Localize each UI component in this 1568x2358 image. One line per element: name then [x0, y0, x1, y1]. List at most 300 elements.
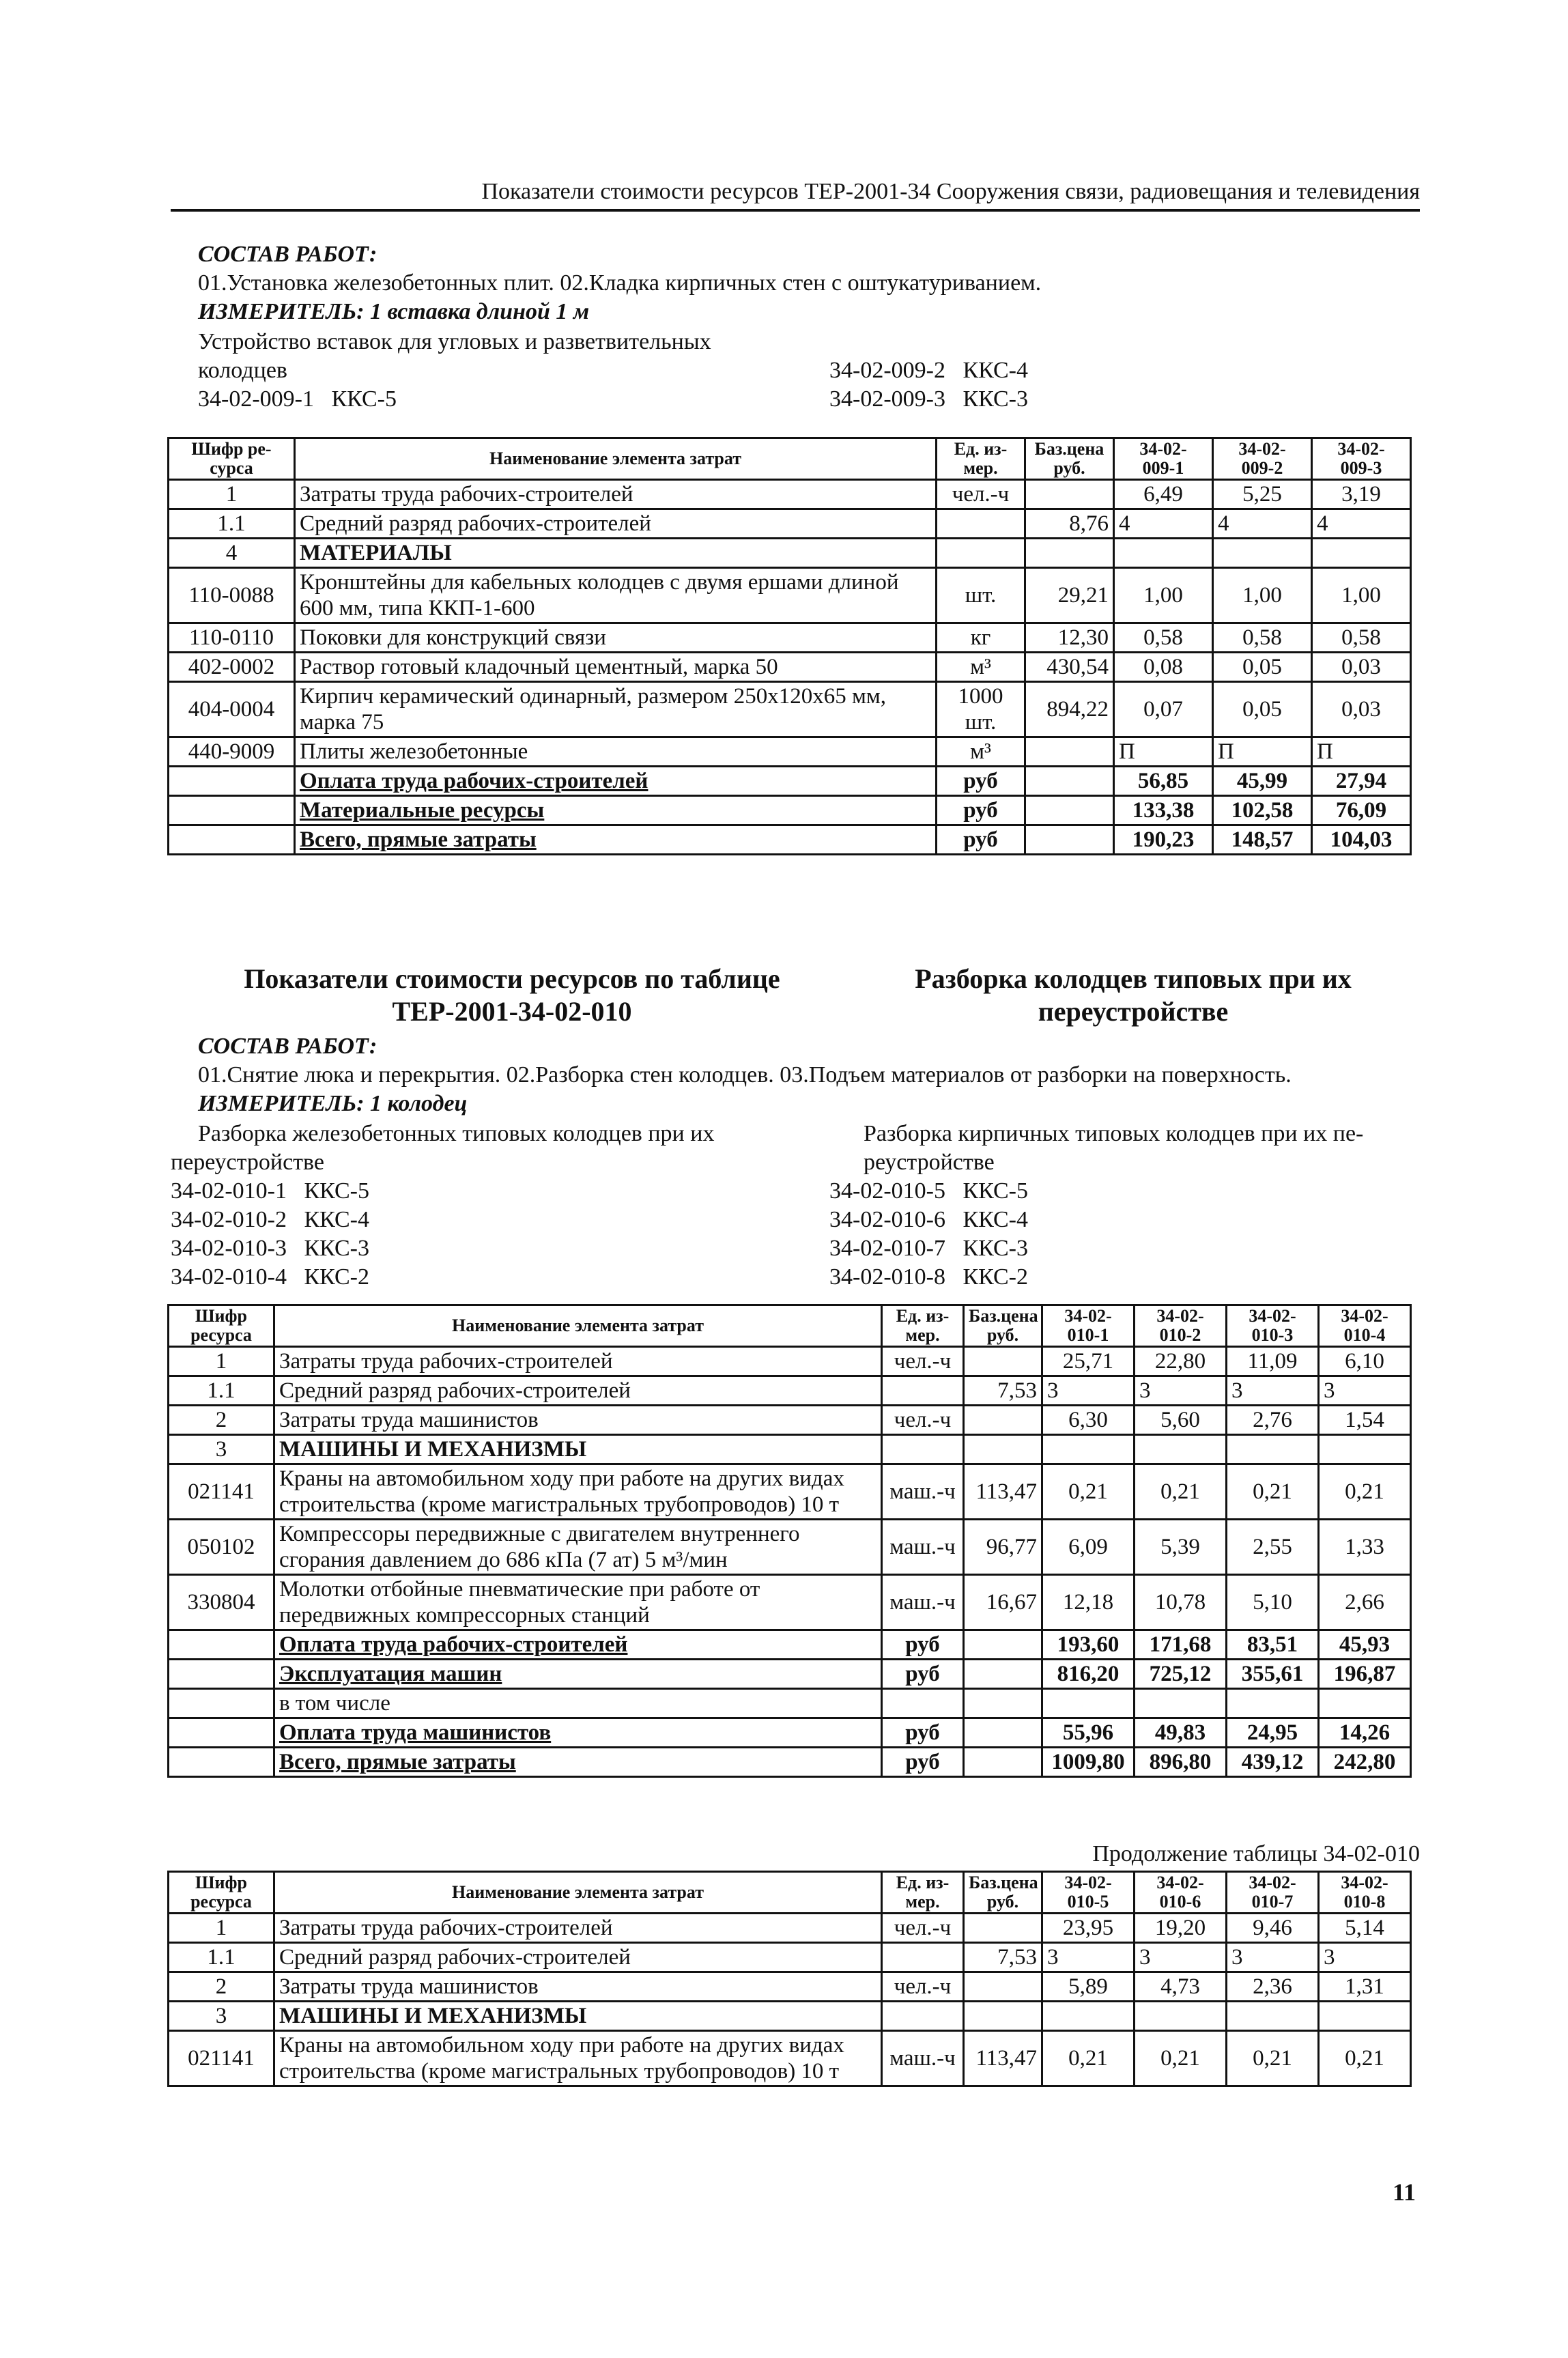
code-line: 34-02-010-7 ККС-3 [829, 1236, 1028, 1261]
cell-value-3: 439,12 [1227, 1748, 1319, 1777]
header-col3: 34-02- 010-3 [1227, 1305, 1319, 1347]
cell-name: Раствор готовый кладочный цементный, марка 50 [295, 653, 937, 682]
code-009-3: 34-02-009-3 ККС-3 [829, 386, 1028, 412]
heading-left-line2: ТЕР-2001-34-02-010 [392, 996, 632, 1027]
table-row [169, 2031, 1411, 2086]
cell-value-2: 3 [1135, 1943, 1227, 1972]
header-price: Баз.цена руб. [964, 1872, 1042, 1914]
cell-price [964, 1347, 1042, 1376]
cell-value-1: 55,96 [1042, 1718, 1135, 1748]
cell-value-2: 0,21 [1135, 2031, 1227, 2086]
composition-text-2: 01.Снятие люка и перекрытия. 02.Разборка стен колодцев. 03.Подъем материалов от разборки на поверхность. [198, 1062, 1292, 1088]
cell-value-3: 0,58 [1312, 623, 1411, 653]
cell-name: Молотки отбойные пневматические при работе от передвижных компрессорных станций [274, 1575, 882, 1630]
cell-value-1: 6,30 [1042, 1406, 1135, 1435]
cell-value-2: 896,80 [1135, 1748, 1227, 1777]
cell-code: 3 [169, 1435, 274, 1464]
header-col2: 34-02- 010-2 [1135, 1305, 1227, 1347]
table-row [169, 1689, 1411, 1718]
cell-code: 110-0110 [169, 623, 295, 653]
cell-value-3: 83,51 [1227, 1630, 1319, 1660]
meter-label-2: ИЗМЕРИТЕЛЬ: 1 колодец [198, 1091, 468, 1116]
section2-heading-left [205, 963, 819, 1028]
cell-value-1: 5,89 [1042, 1972, 1135, 2002]
code-009-1: 34-02-009-1 ККС-5 [198, 386, 397, 412]
table-row [169, 1520, 1411, 1575]
cell-code: 402-0002 [169, 653, 295, 682]
cell-value-4: 3 [1319, 1943, 1411, 1972]
cell-price: 12,30 [1025, 623, 1114, 653]
cell-value-2: 10,78 [1135, 1575, 1227, 1630]
cell-value-3: 2,36 [1227, 1972, 1319, 2002]
cell-name: Эксплуатация машин [274, 1660, 882, 1689]
cell-value-2: 0,58 [1213, 623, 1312, 653]
left-codes [171, 1177, 785, 1292]
cell-value-3 [1227, 2002, 1319, 2031]
cell-code: 2 [169, 1406, 274, 1435]
cell-value-1: 0,21 [1042, 1464, 1135, 1520]
section1-description [198, 328, 812, 414]
cell-value-4 [1319, 2002, 1411, 2031]
resource-table-009 [167, 437, 1412, 855]
cell-value-2: 3 [1135, 1376, 1227, 1406]
cell-unit: руб [882, 1718, 964, 1748]
cell-unit: 1000 шт. [937, 682, 1025, 737]
cell-value-1: 6,49 [1114, 480, 1213, 509]
cell-unit: маш.-ч [882, 2031, 964, 2086]
cell-value-3: П [1312, 737, 1411, 767]
header-unit: Ед. из- мер. [937, 438, 1025, 480]
resource-table-010-b [167, 1871, 1412, 2087]
cell-value-2: 45,99 [1213, 767, 1312, 796]
header-col4: 34-02- 010-8 [1319, 1872, 1411, 1914]
cell-unit: чел.-ч [882, 1972, 964, 2002]
code-009-2: 34-02-009-2 ККС-4 [829, 358, 1028, 383]
table-row [169, 509, 1411, 539]
table-row [169, 682, 1411, 737]
cell-unit: руб [937, 796, 1025, 825]
section1-codes-right [829, 356, 1239, 414]
cell-unit [882, 1943, 964, 1972]
cell-value-1: 12,18 [1042, 1575, 1135, 1630]
cell-name: Кронштейны для кабельных колодцев с двумя ершами длиной 600 мм, типа ККП-1-600 [295, 568, 937, 623]
section1-intro [198, 240, 1427, 326]
cell-value-2 [1213, 539, 1312, 568]
header-name: Наименование элемента затрат [274, 1305, 882, 1347]
table-row [169, 1660, 1411, 1689]
cell-price: 894,22 [1025, 682, 1114, 737]
composition-text: 01.Установка железобетонных плит. 02.Кладка кирпичных стен с оштукатуриванием. [198, 270, 1042, 296]
cell-name: Средний разряд рабочих-строителей [295, 509, 937, 539]
table-row [169, 1406, 1411, 1435]
cell-unit: м³ [937, 737, 1025, 767]
cell-value-4 [1319, 1689, 1411, 1718]
cell-unit [882, 2002, 964, 2031]
table-row [169, 1347, 1411, 1376]
cell-code: 2 [169, 1972, 274, 2002]
cell-code [169, 1660, 274, 1689]
table-row [169, 1943, 1411, 1972]
cell-value-2: 5,60 [1135, 1406, 1227, 1435]
cell-unit [882, 1435, 964, 1464]
cell-value-3: 3 [1227, 1376, 1319, 1406]
cell-code: 440-9009 [169, 737, 295, 767]
cell-value-2: 49,83 [1135, 1718, 1227, 1748]
table-row [169, 1718, 1411, 1748]
cell-value-2: 4 [1213, 509, 1312, 539]
header-code: Шифр ресурса [169, 1872, 274, 1914]
cell-value-1: 4 [1114, 509, 1213, 539]
cell-code: 021141 [169, 2031, 274, 2086]
cell-value-4: 1,31 [1319, 1972, 1411, 2002]
left-desc-2: переустройстве [171, 1150, 324, 1175]
cell-value-3: 0,21 [1227, 1464, 1319, 1520]
cell-value-4: 2,66 [1319, 1575, 1411, 1630]
cell-value-3: 104,03 [1312, 825, 1411, 855]
cell-price [964, 1406, 1042, 1435]
table-row [169, 1748, 1411, 1777]
cell-price [964, 1689, 1042, 1718]
cell-value-1: 3 [1042, 1943, 1135, 1972]
cell-value-3: 3 [1227, 1943, 1319, 1972]
cell-value-1: 3 [1042, 1376, 1135, 1406]
cell-value-4: 1,33 [1319, 1520, 1411, 1575]
cell-unit: руб [882, 1630, 964, 1660]
cell-value-3: 11,09 [1227, 1347, 1319, 1376]
cell-value-1: 56,85 [1114, 767, 1213, 796]
cell-name: МАШИНЫ И МЕХАНИЗМЫ [274, 1435, 882, 1464]
cell-value-1: 6,09 [1042, 1520, 1135, 1575]
cell-code [169, 767, 295, 796]
table-row [169, 825, 1411, 855]
cell-name: Краны на автомобильном ходу при работе на других видах строительства (кроме магистральных трубопроводов) 10 т [274, 1464, 882, 1520]
heading-right-line2: переустройстве [1038, 996, 1229, 1027]
cell-value-2 [1135, 1435, 1227, 1464]
cell-price [964, 2002, 1042, 2031]
cell-value-3: 355,61 [1227, 1660, 1319, 1689]
table-row [169, 480, 1411, 509]
cell-unit: чел.-ч [937, 480, 1025, 509]
cell-price: 16,67 [964, 1575, 1042, 1630]
cell-code: 1.1 [169, 509, 295, 539]
cell-value-2: 102,58 [1213, 796, 1312, 825]
table-row [169, 2002, 1411, 2031]
cell-code [169, 1748, 274, 1777]
cell-value-4: 196,87 [1319, 1660, 1411, 1689]
cell-value-4: 242,80 [1319, 1748, 1411, 1777]
cell-name: Кирпич керамический одинарный, размером 250х120х65 мм, марка 75 [295, 682, 937, 737]
header-unit: Ед. из- мер. [882, 1872, 964, 1914]
cell-value-3: 2,76 [1227, 1406, 1319, 1435]
cell-value-4: 5,14 [1319, 1914, 1411, 1943]
cell-value-1: 23,95 [1042, 1914, 1135, 1943]
cell-value-1: П [1114, 737, 1213, 767]
cell-name: Затраты труда рабочих-строителей [274, 1347, 882, 1376]
table-row [169, 539, 1411, 568]
cell-value-3: 0,21 [1227, 2031, 1319, 2086]
cell-unit: маш.-ч [882, 1520, 964, 1575]
table-row [169, 796, 1411, 825]
cell-name: в том числе [274, 1689, 882, 1718]
cell-code: 330804 [169, 1575, 274, 1630]
right-desc-2: реустройстве [864, 1150, 995, 1175]
continuation-label: Продолжение таблицы 34-02-010 [1092, 1841, 1420, 1866]
cell-name: Затраты труда рабочих-строителей [295, 480, 937, 509]
header-col4: 34-02- 010-4 [1319, 1305, 1411, 1347]
cell-value-2: 725,12 [1135, 1660, 1227, 1689]
section2-left-desc [171, 1120, 785, 1292]
cell-code: 1 [169, 1347, 274, 1376]
cell-value-3 [1227, 1435, 1319, 1464]
cell-value-3: 1,00 [1312, 568, 1411, 623]
cell-code: 050102 [169, 1520, 274, 1575]
header-col1: 34-02- 010-1 [1042, 1305, 1135, 1347]
header-name: Наименование элемента затрат [274, 1872, 882, 1914]
table-row [169, 1435, 1411, 1464]
cell-price: 430,54 [1025, 653, 1114, 682]
cell-unit: чел.-ч [882, 1347, 964, 1376]
cell-value-1: 0,07 [1114, 682, 1213, 737]
cell-value-1: 0,58 [1114, 623, 1213, 653]
desc-line1: Устройство вставок для угловых и разветвительных [198, 329, 711, 354]
cell-code: 404-0004 [169, 682, 295, 737]
cell-price [964, 1748, 1042, 1777]
cell-value-1: 1,00 [1114, 568, 1213, 623]
cell-name: Оплата труда рабочих-строителей [295, 767, 937, 796]
cell-value-1: 25,71 [1042, 1347, 1135, 1376]
header-unit: Ед. из- мер. [882, 1305, 964, 1347]
cell-value-4: 0,21 [1319, 2031, 1411, 2086]
cell-value-2 [1135, 1689, 1227, 1718]
section2-heading-right [860, 963, 1406, 1028]
cell-name: Затраты труда машинистов [274, 1406, 882, 1435]
page-header: Показатели стоимости ресурсов ТЕР-2001-34 Сооружения связи, радиовещания и телевидения [171, 179, 1420, 212]
code-line: 34-02-010-2 ККС-4 [171, 1207, 369, 1232]
cell-price [964, 1630, 1042, 1660]
meter-label: ИЗМЕРИТЕЛЬ: 1 вставка длиной 1 м [198, 299, 590, 324]
header-price: Баз.цена руб. [964, 1305, 1042, 1347]
cell-value-2: 22,80 [1135, 1347, 1227, 1376]
cell-code [169, 1718, 274, 1748]
cell-name: МАТЕРИАЛЫ [295, 539, 937, 568]
cell-name: Оплата труда рабочих-строителей [274, 1630, 882, 1660]
cell-price [964, 1972, 1042, 2002]
cell-price: 7,53 [964, 1376, 1042, 1406]
table-header-row [169, 1872, 1411, 1914]
cell-name: Средний разряд рабочих-строителей [274, 1376, 882, 1406]
cell-value-4: 45,93 [1319, 1630, 1411, 1660]
cell-unit: м³ [937, 653, 1025, 682]
cell-value-4 [1319, 1435, 1411, 1464]
cell-name: Компрессоры передвижные с двигателем внутреннего сгорания давлением до 686 кПа (7 ат) 5 м³/мин [274, 1520, 882, 1575]
cell-code: 021141 [169, 1464, 274, 1520]
cell-price: 8,76 [1025, 509, 1114, 539]
code-line: 34-02-010-5 ККС-5 [829, 1178, 1028, 1204]
cell-value-1: 0,08 [1114, 653, 1213, 682]
cell-value-3: 4 [1312, 509, 1411, 539]
cell-code [169, 1689, 274, 1718]
code-line: 34-02-010-3 ККС-3 [171, 1236, 369, 1261]
cell-price: 113,47 [964, 1464, 1042, 1520]
cell-value-3: 9,46 [1227, 1914, 1319, 1943]
cell-price [964, 1660, 1042, 1689]
header-col3: 34-02- 010-7 [1227, 1872, 1319, 1914]
table-row [169, 623, 1411, 653]
cell-code: 1.1 [169, 1943, 274, 1972]
header-col2: 34-02- 009-2 [1213, 438, 1312, 480]
cell-value-2: 0,05 [1213, 653, 1312, 682]
header-col1: 34-02- 009-1 [1114, 438, 1213, 480]
cell-value-2: 0,21 [1135, 1464, 1227, 1520]
cell-code: 110-0088 [169, 568, 295, 623]
cell-value-2: 171,68 [1135, 1630, 1227, 1660]
code-line: 34-02-010-8 ККС-2 [829, 1264, 1028, 1290]
cell-name: Всего, прямые затраты [274, 1748, 882, 1777]
cell-value-3: 0,03 [1312, 653, 1411, 682]
cell-unit [937, 539, 1025, 568]
cell-name: Затраты труда машинистов [274, 1972, 882, 2002]
cell-value-3 [1227, 1689, 1319, 1718]
heading-left-line1: Показатели стоимости ресурсов по таблице [244, 963, 780, 994]
left-desc-1: Разборка железобетонных типовых колодцев при их [198, 1121, 715, 1146]
cell-value-1: 133,38 [1114, 796, 1213, 825]
cell-value-1: 1009,80 [1042, 1748, 1135, 1777]
table-row [169, 737, 1411, 767]
heading-right-line1: Разборка колодцев типовых при их [915, 963, 1352, 994]
cell-value-1 [1042, 1689, 1135, 1718]
cell-price [1025, 825, 1114, 855]
code-line: 34-02-010-1 ККС-5 [171, 1178, 369, 1204]
table-row [169, 568, 1411, 623]
header-code: Шифр ре- сурса [169, 438, 295, 480]
cell-price [964, 1914, 1042, 1943]
header-col3: 34-02- 009-3 [1312, 438, 1411, 480]
cell-value-1: 193,60 [1042, 1630, 1135, 1660]
table-row [169, 1914, 1411, 1943]
cell-unit: маш.-ч [882, 1464, 964, 1520]
header-name: Наименование элемента затрат [295, 438, 937, 480]
cell-value-2: 4,73 [1135, 1972, 1227, 2002]
cell-price: 113,47 [964, 2031, 1042, 2086]
cell-value-3: 2,55 [1227, 1520, 1319, 1575]
table-header-row [169, 438, 1411, 480]
cell-code: 1 [169, 480, 295, 509]
cell-price [964, 1718, 1042, 1748]
cell-value-3: 27,94 [1312, 767, 1411, 796]
cell-value-1: 816,20 [1042, 1660, 1135, 1689]
cell-unit: руб [882, 1660, 964, 1689]
header-price: Баз.цена руб. [1025, 438, 1114, 480]
cell-value-4: 14,26 [1319, 1718, 1411, 1748]
cell-price [1025, 480, 1114, 509]
cell-unit: чел.-ч [882, 1406, 964, 1435]
cell-price [964, 1435, 1042, 1464]
cell-value-4: 6,10 [1319, 1347, 1411, 1376]
cell-unit [937, 509, 1025, 539]
cell-value-1 [1114, 539, 1213, 568]
cell-value-3: 3,19 [1312, 480, 1411, 509]
cell-value-3: 76,09 [1312, 796, 1411, 825]
cell-price: 29,21 [1025, 568, 1114, 623]
cell-unit: кг [937, 623, 1025, 653]
right-codes [829, 1177, 1430, 1292]
page-number: 11 [1393, 2178, 1416, 2206]
cell-value-4: 0,21 [1319, 1464, 1411, 1520]
cell-value-2: 19,20 [1135, 1914, 1227, 1943]
cell-name: Средний разряд рабочих-строителей [274, 1943, 882, 1972]
cell-price [1025, 737, 1114, 767]
cell-value-3: 0,03 [1312, 682, 1411, 737]
cell-value-2: 148,57 [1213, 825, 1312, 855]
cell-unit: руб [937, 825, 1025, 855]
table-row [169, 653, 1411, 682]
cell-unit: руб [882, 1748, 964, 1777]
cell-value-1: 190,23 [1114, 825, 1213, 855]
cell-unit: чел.-ч [882, 1914, 964, 1943]
cell-value-2 [1135, 2002, 1227, 2031]
section2-right-desc [829, 1120, 1430, 1292]
table-header-row [169, 1305, 1411, 1347]
header-col1: 34-02- 010-5 [1042, 1872, 1135, 1914]
cell-unit: маш.-ч [882, 1575, 964, 1630]
cell-value-1 [1042, 2002, 1135, 2031]
cell-price [1025, 539, 1114, 568]
cell-value-3: 5,10 [1227, 1575, 1319, 1630]
cell-value-1 [1042, 1435, 1135, 1464]
section2-intro [198, 1032, 1427, 1118]
cell-name: МАШИНЫ И МЕХАНИЗМЫ [274, 2002, 882, 2031]
cell-price: 7,53 [964, 1943, 1042, 1972]
code-line: 34-02-010-4 ККС-2 [171, 1264, 369, 1290]
code-line: 34-02-010-6 ККС-4 [829, 1207, 1028, 1232]
cell-unit [882, 1689, 964, 1718]
cell-name: Затраты труда рабочих-строителей [274, 1914, 882, 1943]
header-col2: 34-02- 010-6 [1135, 1872, 1227, 1914]
cell-value-3 [1312, 539, 1411, 568]
cell-code: 1.1 [169, 1376, 274, 1406]
right-desc-1: Разборка кирпичных типовых колодцев при их пе- [864, 1121, 1364, 1146]
cell-name: Оплата труда машинистов [274, 1718, 882, 1748]
cell-value-2: 1,00 [1213, 568, 1312, 623]
resource-table-010-a [167, 1304, 1412, 1778]
table-row [169, 1972, 1411, 2002]
table-row [169, 767, 1411, 796]
cell-code [169, 1630, 274, 1660]
cell-name: Всего, прямые затраты [295, 825, 937, 855]
cell-unit [882, 1376, 964, 1406]
cell-value-2: 5,25 [1213, 480, 1312, 509]
cell-value-1: 0,21 [1042, 2031, 1135, 2086]
cell-value-4: 3 [1319, 1376, 1411, 1406]
table-row [169, 1464, 1411, 1520]
cell-code: 3 [169, 2002, 274, 2031]
cell-code: 4 [169, 539, 295, 568]
cell-value-4: 1,54 [1319, 1406, 1411, 1435]
cell-value-2: 5,39 [1135, 1520, 1227, 1575]
cell-name: Материальные ресурсы [295, 796, 937, 825]
cell-unit: руб [937, 767, 1025, 796]
cell-price: 96,77 [964, 1520, 1042, 1575]
cell-value-2: П [1213, 737, 1312, 767]
table-row [169, 1630, 1411, 1660]
cell-code [169, 796, 295, 825]
cell-price [1025, 796, 1114, 825]
cell-code: 1 [169, 1914, 274, 1943]
header-code: Шифр ресурса [169, 1305, 274, 1347]
composition-label-2: СОСТАВ РАБОТ: [198, 1034, 377, 1059]
cell-code [169, 825, 295, 855]
cell-unit: шт. [937, 568, 1025, 623]
